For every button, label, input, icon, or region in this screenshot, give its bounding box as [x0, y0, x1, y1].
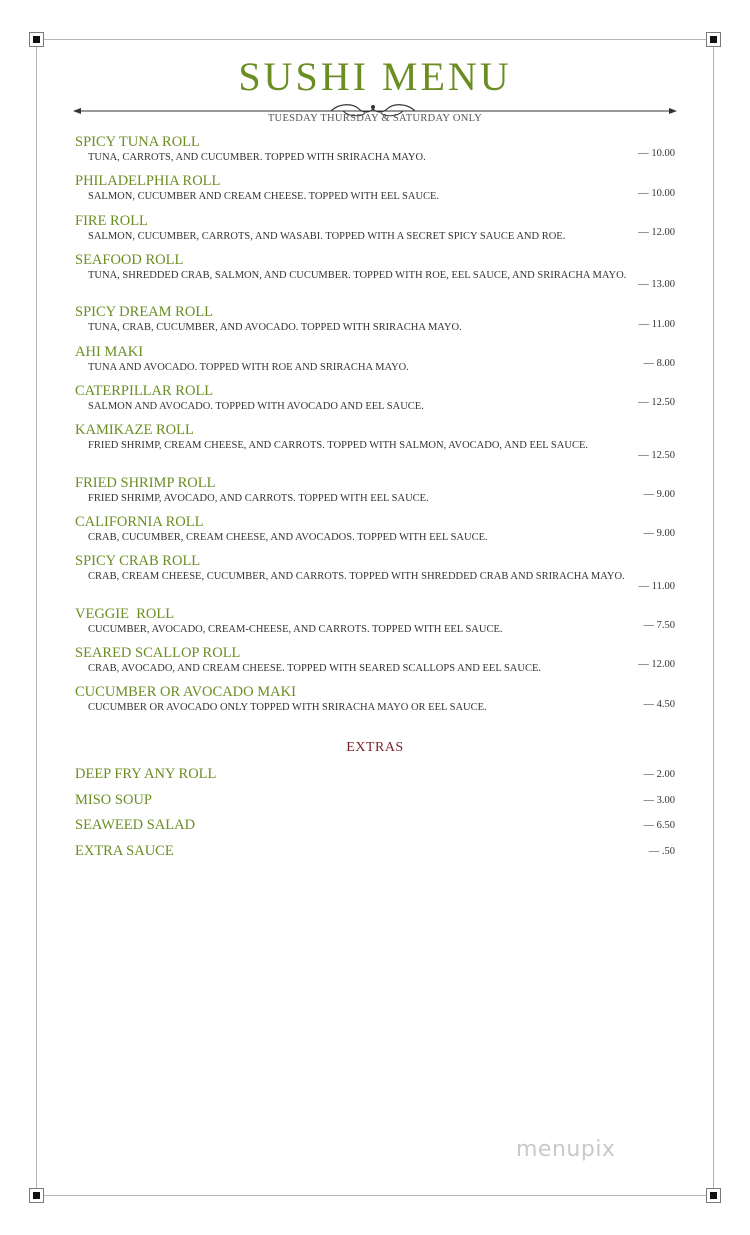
extras-heading: EXTRAS — [346, 740, 404, 755]
item-price: — 10.00 — [638, 187, 675, 199]
item-name: VEGGIE ROLL — [75, 605, 175, 622]
item-name: FIRE ROLL — [75, 212, 148, 229]
page-title: SUSHI MENU — [238, 54, 512, 99]
menu-item — [75, 684, 675, 723]
extra-price: — 6.50 — [643, 820, 675, 831]
item-price: — 10.00 — [638, 148, 675, 160]
item-name: SEAFOOD ROLL — [75, 251, 184, 268]
menu-item — [75, 475, 675, 514]
menu-item — [75, 645, 675, 684]
item-description: TUNA, SHREDDED CRAB, SALMON, AND CUCUMBER. TOPPED WITH ROE, EEL SAUCE, AND SRIRACHA MAYO. — [88, 269, 627, 281]
item-price: — 11.00 — [638, 580, 675, 592]
menu-item — [75, 173, 675, 212]
corner-bottom-left-icon — [29, 1188, 44, 1203]
item-name: CUCUMBER OR AVOCADO MAKI — [75, 684, 296, 701]
item-description: CUCUMBER OR AVOCADO ONLY TOPPED WITH SRIRACHA MAYO OR EEL SAUCE. — [88, 702, 487, 714]
item-description: SALMON, CUCUMBER AND CREAM CHEESE. TOPPED WITH EEL SAUCE. — [88, 191, 440, 203]
rolls-list — [75, 134, 675, 724]
extra-item — [75, 765, 675, 791]
item-price: — 12.00 — [638, 226, 675, 238]
item-name: SPICY TUNA ROLL — [75, 134, 200, 150]
item-name: KAMIKAZE ROLL — [75, 422, 194, 439]
extra-price: — 3.00 — [643, 794, 675, 806]
extra-name: EXTRA SAUCE — [75, 842, 174, 859]
item-description: TUNA, CRAB, CUCUMBER, AND AVOCADO. TOPPED WITH SRIRACHA MAYO. — [88, 322, 462, 334]
extra-name: DEEP FRY ANY ROLL — [75, 766, 217, 782]
extra-item — [75, 816, 675, 842]
item-price: — 12.50 — [638, 449, 675, 461]
menu-item — [75, 422, 675, 475]
menu-item — [75, 134, 675, 173]
corner-top-right-icon — [706, 32, 721, 47]
item-name: PHILADELPHIA ROLL — [75, 173, 221, 190]
frame-top-line — [36, 39, 714, 40]
item-price: — 9.00 — [643, 489, 675, 501]
extra-price: — .50 — [648, 845, 675, 857]
item-price: — 8.00 — [643, 357, 675, 369]
item-price: — 7.50 — [643, 620, 675, 632]
item-description: TUNA, CARROTS, AND CUCUMBER. TOPPED WITH SRIRACHA MAYO. — [88, 152, 426, 163]
item-price: — 12.50 — [638, 397, 675, 409]
corner-bottom-right-icon — [706, 1188, 721, 1203]
item-description: TUNA AND AVOCADO. TOPPED WITH ROE AND SRIRACHA MAYO. — [88, 361, 409, 373]
item-description: SALMON, CUCUMBER, CARROTS, AND WASABI. TOPPED WITH A SECRET SPICY SAUCE AND ROE. — [88, 230, 566, 242]
menu-item — [75, 383, 675, 422]
item-name: CALIFORNIA ROLL — [75, 514, 204, 531]
item-name: SEARED SCALLOP ROLL — [75, 645, 241, 662]
item-price: — 4.50 — [643, 698, 675, 710]
item-description: FRIED SHRIMP, AVOCADO, AND CARROTS. TOPPED WITH EEL SAUCE. — [88, 492, 429, 504]
frame-bottom-line — [36, 1195, 714, 1196]
menu-item — [75, 514, 675, 553]
item-name: CATERPILLAR ROLL — [75, 382, 214, 399]
watermark-logo: menupix — [516, 1137, 616, 1162]
item-description: CUCUMBER, AVOCADO, CREAM-CHEESE, AND CARROTS. TOPPED WITH EEL SAUCE. — [88, 623, 503, 635]
item-price: — 11.00 — [638, 318, 675, 330]
menu-item — [75, 606, 675, 645]
item-description: FRIED SHRIMP, CREAM CHEESE, AND CARROTS. TOPPED WITH SALMON, AVOCADO, AND EEL SAUCE. — [88, 440, 588, 452]
item-name: FRIED SHRIMP ROLL — [75, 474, 216, 491]
item-price: — 12.00 — [638, 659, 675, 671]
extra-price: — 2.00 — [643, 769, 675, 780]
extra-item — [75, 791, 675, 817]
item-description: CRAB, CUCUMBER, CREAM CHEESE, AND AVOCADOS. TOPPED WITH EEL SAUCE. — [88, 532, 488, 544]
item-price: — 13.00 — [638, 279, 675, 291]
frame-right-line — [713, 39, 714, 1196]
item-name: SPICY DREAM ROLL — [75, 304, 214, 321]
extra-name: SEAWEED SALAD — [75, 817, 196, 833]
menu-item — [75, 553, 675, 606]
item-price: — 9.00 — [643, 528, 675, 540]
menu-subtitle: TUESDAY THURSDAY & SATURDAY ONLY — [267, 113, 483, 124]
item-description: CRAB, AVOCADO, AND CREAM CHEESE. TOPPED WITH SEARED SCALLOPS AND EEL SAUCE. — [88, 663, 542, 675]
corner-top-left-icon — [29, 32, 44, 47]
item-name: AHI MAKI — [75, 343, 144, 360]
menu-item — [75, 252, 675, 305]
menu-item — [75, 304, 675, 343]
extras-list — [75, 765, 675, 867]
menu-item — [75, 344, 675, 383]
item-description: CRAB, CREAM CHEESE, CUCUMBER, AND CARROTS. TOPPED WITH SHREDDED CRAB AND SRIRACHA MAYO. — [88, 571, 625, 583]
item-name: SPICY CRAB ROLL — [75, 553, 201, 570]
extra-item — [75, 842, 675, 868]
item-description: SALMON AND AVOCADO. TOPPED WITH AVOCADO AND EEL SAUCE. — [88, 400, 424, 412]
menu-item — [75, 213, 675, 252]
frame-left-line — [36, 39, 37, 1196]
extra-name: MISO SOUP — [75, 791, 152, 808]
